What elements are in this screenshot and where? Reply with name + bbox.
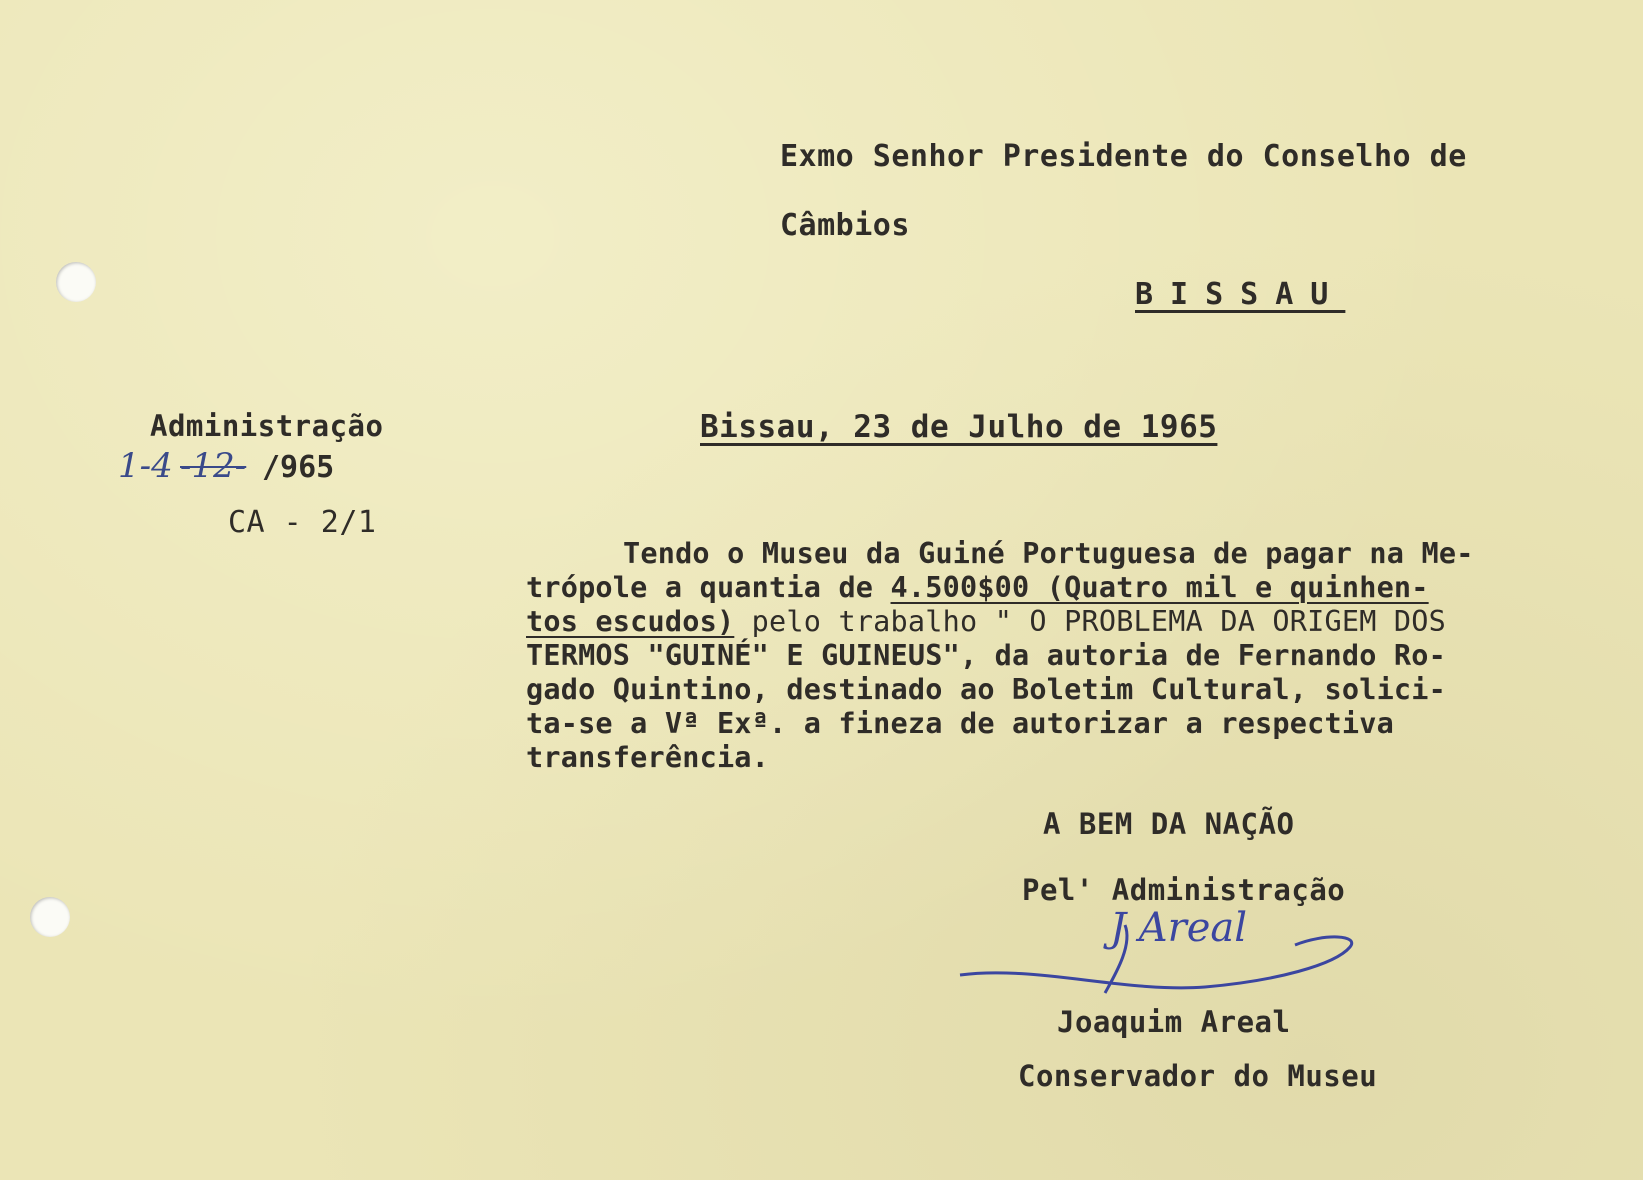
recipient-line-1: Exmo Senhor Presidente do Conselho de [780, 139, 1467, 174]
recipient-city: BISSAU [1135, 277, 1346, 312]
amount-text: 4.500$00 (Quatro mil e quinhen- [890, 571, 1429, 604]
recipient-line-2: Câmbios [780, 208, 910, 243]
crossed-out-reference: -12- [180, 446, 247, 486]
body-line-4: TERMOS "GUINÉ" E GUINEUS", da autoria de Fernando Ro- [526, 639, 1446, 672]
body-line-7: transferência. [526, 741, 770, 774]
signatory-title: Conservador do Museu [1018, 1059, 1378, 1093]
reference-year: /965 [262, 450, 335, 485]
body-line-2-text: trópole a quantia de [526, 571, 891, 604]
body-line-5: gado Quintino, destinado ao Boletim Cultural, solici- [526, 673, 1446, 706]
signature: J Areal [1110, 905, 1248, 951]
body-line-3 [526, 605, 1447, 638]
amount-text-continued: tos escudos) [526, 605, 735, 638]
punch-hole-bottom [30, 897, 70, 937]
punch-hole-top [56, 262, 96, 302]
closing-salutation: A BEM DA NAÇÃO [1043, 807, 1295, 841]
body-line-3-text: pelo trabalho " O PROBLEMA DA ORIGEM DOS [734, 605, 1447, 638]
handwritten-reference: 1-4 [118, 446, 173, 486]
body-line-1: Tendo o Museu da Guiné Portuguesa de pagar na Me- [623, 537, 1474, 570]
file-code: CA - 2/1 [228, 505, 377, 540]
date-line: Bissau, 23 de Julho de 1965 [700, 409, 1218, 445]
closing-on-behalf: Pel' Administração [1022, 873, 1346, 907]
body-line-2 [526, 571, 1429, 604]
margin-department: Administração [150, 409, 384, 443]
body-line-6: ta-se a Vª Exª. a fineza de autorizar a respectiva [526, 707, 1394, 740]
signatory-name: Joaquim Areal [1057, 1005, 1291, 1039]
